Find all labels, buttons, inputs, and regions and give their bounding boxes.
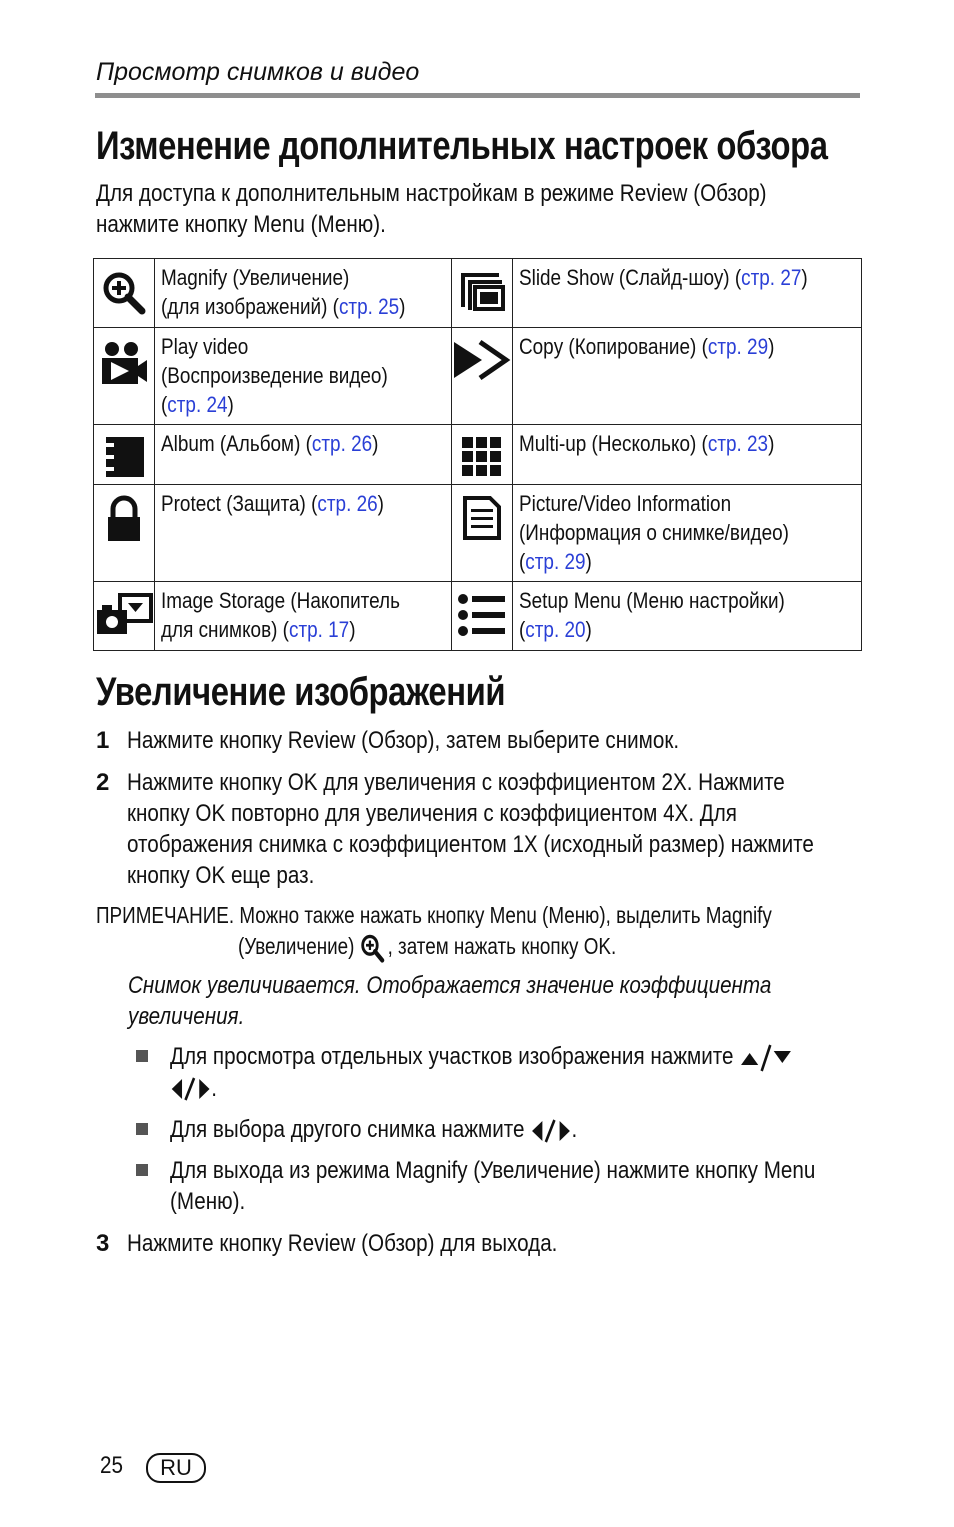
page-link[interactable]: стр. 23: [708, 431, 769, 456]
note-label: ПРИМЕЧАНИЕ.: [96, 902, 235, 928]
page-link[interactable]: стр. 27: [741, 265, 802, 290]
page-link[interactable]: стр. 29: [708, 334, 769, 359]
magnify-icon: [360, 933, 388, 963]
table-row: [94, 582, 862, 651]
up-down-arrows-icon: [739, 1043, 796, 1073]
menu-item-slideshow: Slide Show (Слайд-шоу) (стр. 27): [513, 259, 862, 328]
info-icon: [452, 485, 513, 582]
section-title-magnify: Увеличение изображений: [96, 670, 506, 714]
slideshow-icon: [452, 259, 513, 328]
menu-item-album: Album (Альбом) (стр. 26): [155, 425, 452, 485]
copy-icon: [452, 328, 513, 425]
page-link[interactable]: стр. 26: [317, 491, 378, 516]
bullet-square: [136, 1164, 148, 1176]
result-text: Снимок увеличивается. Отображается значение коэффициента увеличения.: [128, 972, 772, 1030]
page-link[interactable]: стр. 20: [525, 617, 586, 642]
protect-lock-icon: [94, 485, 155, 582]
language-badge: RU: [146, 1453, 206, 1483]
page-link[interactable]: стр. 25: [338, 294, 400, 319]
bullet-square: [136, 1050, 148, 1062]
review-menu-table: [93, 258, 862, 651]
table-row: [94, 328, 862, 425]
page-link[interactable]: стр. 26: [311, 431, 373, 456]
menu-item-info: Picture/Video Information (Информация о снимке/видео) (стр. 29): [513, 485, 862, 582]
section-title-advanced-review: Изменение дополнительных настроек обзора: [96, 124, 828, 168]
menu-item-protect: Protect (Защита) (стр. 26): [155, 485, 452, 582]
menu-item-image-storage: Image Storage (Накопитель для снимков) (стр. 17): [155, 582, 452, 651]
table-row: [94, 485, 862, 582]
note: ПРИМЕЧАНИЕ. Можно также нажать кнопку Menu (Меню), выделить Magnify (Увеличение) , затем нажать кнопку OK.: [96, 900, 920, 963]
left-right-arrows-icon: [530, 1118, 571, 1144]
play-video-icon: [94, 328, 155, 425]
table-row: [94, 259, 862, 328]
step-number: 3: [96, 1230, 110, 1257]
page-link[interactable]: стр. 24: [167, 392, 228, 417]
bullet-square: [136, 1123, 148, 1135]
page-link[interactable]: стр. 29: [525, 549, 586, 574]
multi-up-icon: [452, 425, 513, 485]
menu-item-magnify: Magnify (Увеличение) (для изображений) (стр. 25): [155, 259, 452, 328]
page-link[interactable]: стр. 17: [288, 617, 350, 642]
left-right-arrows-icon: [170, 1076, 211, 1102]
setup-menu-icon: [452, 582, 513, 651]
image-storage-icon: [94, 582, 155, 651]
menu-item-play-video: Play video (Воспроизведение видео) (стр. 24): [155, 328, 452, 425]
step-number: 2: [96, 769, 110, 796]
step-number: 1: [96, 727, 110, 754]
intro-paragraph: Для доступа к дополнительным настройкам в режиме Review (Обзор) нажмите кнопку Menu (Меню).: [96, 180, 767, 238]
running-header: Просмотр снимков и видео: [96, 58, 420, 86]
header-rule: [95, 93, 860, 98]
menu-item-copy: Copy (Копирование) (стр. 29): [513, 328, 862, 425]
album-icon: [94, 425, 155, 485]
menu-item-setup: Setup Menu (Меню настройки) (стр. 20): [513, 582, 862, 651]
table-row: [94, 425, 862, 485]
magnify-icon: [94, 259, 155, 328]
page-number: 25: [100, 1452, 123, 1479]
menu-item-multi-up: Multi-up (Несколько) (стр. 23): [513, 425, 862, 485]
